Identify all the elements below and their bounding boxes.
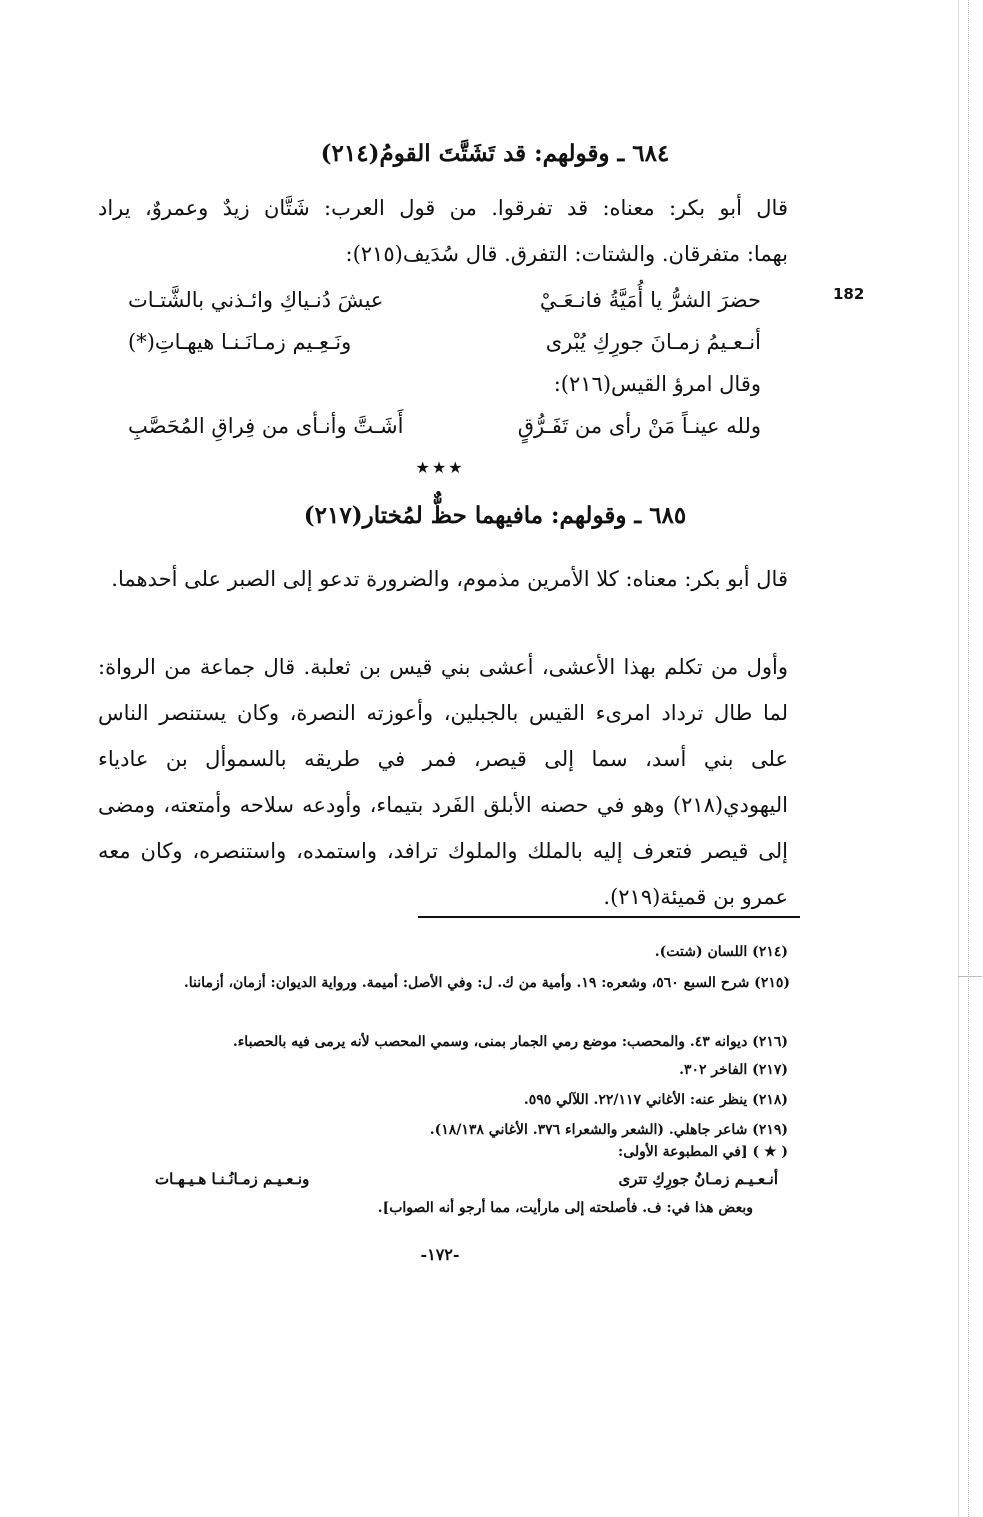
footnote-separator [418, 916, 800, 918]
entry-684-intro2: وقال امرؤ القيس(٢١٦): [553, 372, 761, 396]
entry-684-para1-end: بهما: متفرقان. والشتات: التفرق. قال سُدَيف(٢١٥): [345, 242, 788, 266]
verse3-first-hemistich: ولله عينـاً مَنْ رأى من تَفَـرُّقٍ [517, 414, 761, 438]
entry-685-heading: ٦٨٥ ـ وقولهم: مافيهما حظٌّ لمُختار(٢١٧) [303, 502, 687, 529]
footnote-216: (٢١٦) ديوانه ٤٣. والمحصب: موضع رمي الجمار بمنى، وسمي المحصب لأنه يرمى فيه بالحصباء. [232, 1034, 788, 1050]
footnote-218: (٢١٨) ينظر عنه: الأغاني ٢٢/١١٧. اللآلي ٥٩٥. [523, 1092, 788, 1108]
margin-page-number: 182 [833, 285, 865, 303]
verse1-second-hemistich: عيشَ دُنـياكِ وائـذني بالشَّتـات [128, 288, 384, 312]
page-number: -١٧٢- [420, 1245, 460, 1264]
entry-684-para1: قال أبو بكر: معناه: قد تفرقوا. من قول العرب: شَتَّان زيدٌ وعمروٌ، يراد [98, 196, 788, 220]
footnote-star-verse-second: ونـعـيـم زمـانُـنـا هـيـهـات [155, 1170, 310, 1188]
scan-edge-mark [958, 976, 982, 977]
entry-685-para1: قال أبو بكر: معناه: كلا الأمرين مذموم، والضرورة تدعو إلى الصبر على أحدهما. [111, 567, 788, 591]
footnote-215: (٢١٥) شرح السبع ٥٦٠، وشعره: ١٩. وأمية من ك. ل: وفي الأصل: أميمة. ورواية الديوان: أزمان، أزماننا. [183, 975, 790, 991]
verse2-second-hemistich: ونَـعِـيم زمـانَـنـا هيهـاتِ(*) [128, 330, 352, 354]
footnote-214: (٢١٤) اللسان (شتت). [654, 944, 788, 960]
entry-685-para2: وأول من تكلم بهذا الأعشى، أعشى بني قيس بن ثعلبة. قال جماعة من الرواة: لما طال ترداد امرىء القيس بالجبلين، وأعوزته النصرة، وكان يستنصر الناس على بني أسد، سما إلى قيصر، فمر في طريقه بالسموأل بن عادياء اليهودي(٢١٨) وهو في حصنه الأبلق الفَرد بتيماء، وأودعه سلاحه وأمتعته، ومضى إلى قيصر فتعرف إليه بالملك والملوك ترافد، واستمده، واستنصره، وكان معه عمرو بن قميئة(٢١٩). [98, 655, 788, 909]
section-separator-stars: ★★★ [415, 458, 465, 477]
entry-684-heading: ٦٨٤ ـ وقولهم: قد تَشَتَّتَ القومُ(٢١٤) [320, 140, 670, 167]
verse1-first-hemistich: حضرَ الشرُّ يا أُمَيَّةُ فانـعَـيْ [539, 288, 761, 312]
footnote-star-end: وبعض هذا في: ف. فأصلحته إلى مارأيت، مما أرجو أنه الصواب]. [377, 1200, 753, 1216]
footnote-219: (٢١٩) شاعر جاهلي. (الشعر والشعراء ٣٧٦. الأغاني ١٨/١٣٨). [429, 1122, 788, 1138]
footnote-star-verse-first: أنـعـيـم زمـانُ جورِكِ تترى [618, 1170, 778, 1188]
verse3-second-hemistich: أَشَـتَّ وأنـأى من فِراقِ المُحَصَّبِ [128, 414, 404, 438]
verse2-first-hemistich: أنـعـيمُ زمـانَ جورِكِ يُبْرى [545, 330, 761, 354]
scan-margin-line-inner [958, 0, 959, 1517]
footnote-star: ( ★ ) [في المطبوعة الأولى: [618, 1144, 788, 1160]
footnote-217: (٢١٧) الفاخر ٣٠٢. [679, 1062, 788, 1078]
scan-margin-line [968, 0, 969, 1517]
